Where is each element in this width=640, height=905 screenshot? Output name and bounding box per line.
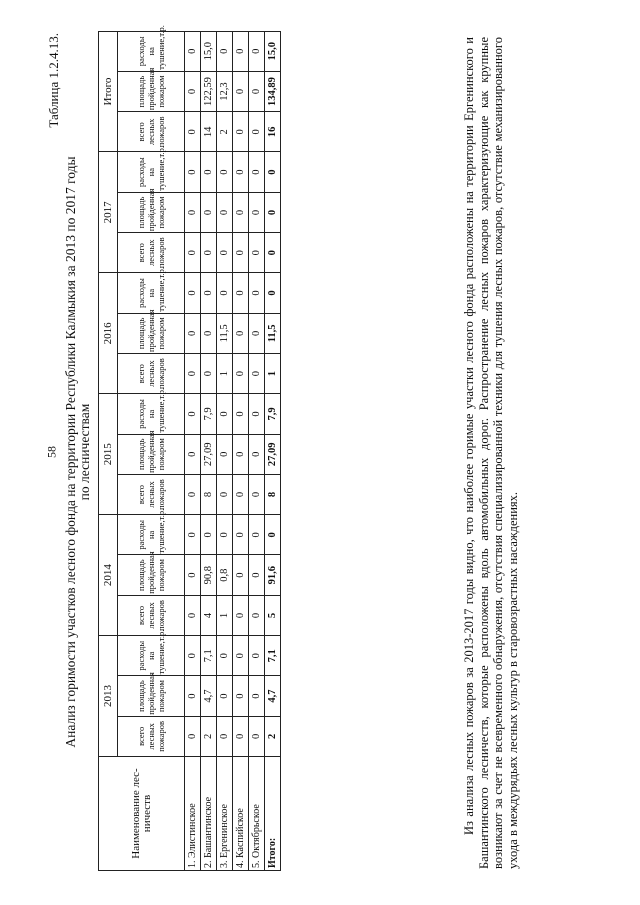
table-cell: 0 bbox=[233, 273, 249, 313]
year-group-header: 2013 bbox=[99, 636, 118, 757]
forestry-name: 1. Элистинское bbox=[185, 757, 201, 871]
table-cell: 7,1 bbox=[265, 636, 281, 676]
table-cell: 0 bbox=[233, 112, 249, 152]
table-row bbox=[201, 31, 217, 870]
table-cell: 0 bbox=[217, 152, 233, 192]
table-cell: 0 bbox=[233, 31, 249, 71]
table-row bbox=[217, 31, 233, 870]
table-cell: 0 bbox=[265, 515, 281, 555]
sub-header-cost: расходы на тушение,т.р. bbox=[118, 394, 185, 434]
table-cell: 14 bbox=[201, 112, 217, 152]
table-cell: 0 bbox=[201, 233, 217, 273]
table-cell: 0 bbox=[249, 555, 265, 595]
table-cell: 12,3 bbox=[217, 71, 233, 111]
table-row bbox=[233, 31, 249, 870]
table-cell: 0 bbox=[233, 716, 249, 756]
table-cell: 4,7 bbox=[265, 676, 281, 716]
table-cell: 11,5 bbox=[217, 313, 233, 353]
table-cell: 0 bbox=[201, 515, 217, 555]
table-row bbox=[185, 31, 201, 870]
analysis-paragraph bbox=[462, 37, 520, 869]
table-cell: 0 bbox=[233, 515, 249, 555]
table-row bbox=[249, 31, 265, 870]
table-body bbox=[185, 31, 281, 870]
table-cell: 0 bbox=[185, 71, 201, 111]
sub-header-fires: всего лесных пожаров bbox=[118, 474, 185, 514]
table-cell: 0 bbox=[249, 434, 265, 474]
table-cell: 0 bbox=[249, 31, 265, 71]
rotated-page-content bbox=[40, 27, 600, 877]
table-cell: 0 bbox=[233, 555, 249, 595]
table-cell: 0 bbox=[201, 313, 217, 353]
table-cell: 2 bbox=[201, 716, 217, 756]
caption-line: по лесничествам bbox=[77, 403, 92, 501]
table-header bbox=[99, 25, 185, 870]
year-header-row bbox=[99, 31, 118, 870]
table-cell: 15,0 bbox=[201, 31, 217, 71]
forestry-name: Итого: bbox=[265, 757, 281, 871]
table-cell: 1 bbox=[265, 353, 281, 393]
table-cell: 0 bbox=[265, 152, 281, 192]
table-cell: 0 bbox=[185, 515, 201, 555]
table-cell: 0 bbox=[249, 716, 265, 756]
sub-header-cost: расходы на тушение,т.р. bbox=[118, 152, 185, 192]
table-cell: 0 bbox=[185, 31, 201, 71]
table-cell: 0 bbox=[185, 394, 201, 434]
table-cell: 7,1 bbox=[201, 636, 217, 676]
table-cell: 0 bbox=[185, 434, 201, 474]
table-cell: 0 bbox=[249, 636, 265, 676]
forest-fire-table bbox=[98, 25, 281, 871]
table-cell: 0 bbox=[233, 636, 249, 676]
sub-header-area: площадь пройденная пожаром bbox=[118, 192, 185, 232]
table-cell: 1 bbox=[217, 353, 233, 393]
table-cell: 134,89 bbox=[265, 71, 281, 111]
table-cell: 0 bbox=[233, 474, 249, 514]
table-cell: 122,59 bbox=[201, 71, 217, 111]
table-cell: 90,8 bbox=[201, 555, 217, 595]
forestry-name: 2. Башантинское bbox=[201, 757, 217, 871]
table-cell: 0 bbox=[217, 233, 233, 273]
table-cell: 0 bbox=[233, 434, 249, 474]
table-cell: 0 bbox=[201, 152, 217, 192]
total-row bbox=[265, 31, 281, 870]
table-cell: 0 bbox=[217, 434, 233, 474]
sub-header-cost: расходы на тушение,т.р. bbox=[118, 515, 185, 555]
sub-header-area: площадь пройденная пожаром bbox=[118, 676, 185, 716]
table-cell: 0 bbox=[185, 112, 201, 152]
table-cell: 1 bbox=[217, 595, 233, 635]
table-cell: 0 bbox=[201, 192, 217, 232]
table-cell: 0 bbox=[233, 676, 249, 716]
table-cell: 0 bbox=[185, 192, 201, 232]
table-cell: 27,09 bbox=[201, 434, 217, 474]
table-cell: 0 bbox=[217, 192, 233, 232]
table-cell: 0 bbox=[249, 233, 265, 273]
table-caption bbox=[64, 27, 92, 877]
year-group-header: 2015 bbox=[99, 394, 118, 515]
table-cell: 0 bbox=[201, 273, 217, 313]
table-cell: 0 bbox=[249, 152, 265, 192]
name-column-header: Наименование лес- ничеств bbox=[99, 757, 185, 871]
sub-header-fires: всего лесных пожаров bbox=[118, 716, 185, 756]
table-cell: 0 bbox=[249, 394, 265, 434]
table-cell: 0 bbox=[249, 273, 265, 313]
table-cell: 2 bbox=[265, 716, 281, 756]
table-cell: 0 bbox=[249, 474, 265, 514]
year-group-header: 2017 bbox=[99, 152, 118, 273]
table-cell: 0 bbox=[249, 71, 265, 111]
table-cell: 0 bbox=[249, 192, 265, 232]
table-cell: 0 bbox=[217, 474, 233, 514]
sub-header-cost: расходы на тушение,т.р. bbox=[118, 31, 185, 71]
table-cell: 0 bbox=[201, 353, 217, 393]
table-cell: 0 bbox=[217, 31, 233, 71]
sub-header-area: площадь пройденная пожаром bbox=[118, 71, 185, 111]
table-cell: 0 bbox=[265, 233, 281, 273]
table-cell: 91,6 bbox=[265, 555, 281, 595]
table-cell: 0 bbox=[185, 676, 201, 716]
table-cell: 0 bbox=[249, 595, 265, 635]
table-cell: 16 bbox=[265, 112, 281, 152]
table-cell: 0 bbox=[217, 636, 233, 676]
sub-header-fires: всего лесных пожаров bbox=[118, 353, 185, 393]
table-cell: 0 bbox=[185, 233, 201, 273]
forestry-name: 4. Каспийское bbox=[233, 757, 249, 871]
table-label: Таблица 1.2.4.13. bbox=[46, 33, 61, 128]
table-cell: 0 bbox=[233, 152, 249, 192]
table-cell: 0 bbox=[217, 676, 233, 716]
table-cell: 0 bbox=[233, 71, 249, 111]
table-cell: 0 bbox=[249, 112, 265, 152]
sub-header-cost: расходы на тушение,т.р. bbox=[118, 273, 185, 313]
sub-header-area: площадь пройденная пожаром bbox=[118, 434, 185, 474]
year-group-header: 2014 bbox=[99, 515, 118, 636]
table-cell: 0 bbox=[233, 313, 249, 353]
table-cell: 0 bbox=[233, 233, 249, 273]
table-cell: 0 bbox=[217, 273, 233, 313]
table-cell: 4,7 bbox=[201, 676, 217, 716]
caption-line: Анализ горимости участков лесного фонда на территории Республики Калмыкия за 2013 по 2017 годы bbox=[63, 156, 78, 748]
forestry-name: 3. Ергенинское bbox=[217, 757, 233, 871]
year-group-header: 2016 bbox=[99, 273, 118, 394]
table-cell: 8 bbox=[265, 474, 281, 514]
sub-header-fires: всего лесных пожаров bbox=[118, 233, 185, 273]
table-cell: 0 bbox=[233, 595, 249, 635]
table-cell: 0 bbox=[217, 716, 233, 756]
table-cell: 0 bbox=[185, 636, 201, 676]
table-cell: 0 bbox=[249, 353, 265, 393]
table-cell: 0 bbox=[185, 716, 201, 756]
sub-header-area: площадь пройденная пожаром bbox=[118, 555, 185, 595]
table-cell: 0 bbox=[265, 192, 281, 232]
table-cell: 0 bbox=[185, 595, 201, 635]
sub-header-fires: всего лесных пожаров bbox=[118, 112, 185, 152]
paragraph-text: Из анализа лесных пожаров за 2013-2017 годы видно, что наиболее горимые участки лесного фонда расположены на территории Ергенинского и Башантинского лесничеств, которые расположены вдоль автомобильных дорог. Распространение лесных пожаров характеризующие как крупные возникают за счет не всевременного обнаружения, отсутствия специализированной техники для тушения лесных пожаров, отсутствие механизированного ухода в междурядьях лесных культур в старовозрастных насаждениях. bbox=[462, 37, 520, 869]
table-cell: 0 bbox=[185, 313, 201, 353]
sub-header-area: площадь пройденная пожаром bbox=[118, 313, 185, 353]
table-cell: 7,9 bbox=[265, 394, 281, 434]
table-cell: 11,5 bbox=[265, 313, 281, 353]
sub-header-row bbox=[118, 31, 185, 870]
table-cell: 2 bbox=[217, 112, 233, 152]
sub-header-cost: расходы на тушение,т.р. bbox=[118, 636, 185, 676]
forestry-name: 5. Октябрьское bbox=[249, 757, 265, 871]
year-group-header: Итого bbox=[99, 31, 118, 152]
table-cell: 0 bbox=[217, 515, 233, 555]
table-cell: 27,09 bbox=[265, 434, 281, 474]
table-cell: 5 bbox=[265, 595, 281, 635]
sub-header-fires: всего лесных пожаров bbox=[118, 595, 185, 635]
table-cell: 0 bbox=[185, 474, 201, 514]
table-cell: 0 bbox=[233, 353, 249, 393]
table-cell: 0 bbox=[249, 515, 265, 555]
table-cell: 7,9 bbox=[201, 394, 217, 434]
table-cell: 0 bbox=[249, 313, 265, 353]
table-cell: 0 bbox=[265, 273, 281, 313]
table-cell: 0 bbox=[233, 394, 249, 434]
table-cell: 0,8 bbox=[217, 555, 233, 595]
table-cell: 8 bbox=[201, 474, 217, 514]
table-cell: 0 bbox=[249, 676, 265, 716]
table-cell: 4 bbox=[201, 595, 217, 635]
table-cell: 15,0 bbox=[265, 31, 281, 71]
table-cell: 0 bbox=[185, 555, 201, 595]
table-cell: 0 bbox=[185, 152, 201, 192]
page-number: 58 bbox=[44, 446, 59, 458]
table-cell: 0 bbox=[185, 273, 201, 313]
table-cell: 0 bbox=[185, 353, 201, 393]
table-cell: 0 bbox=[217, 394, 233, 434]
table-cell: 0 bbox=[233, 192, 249, 232]
